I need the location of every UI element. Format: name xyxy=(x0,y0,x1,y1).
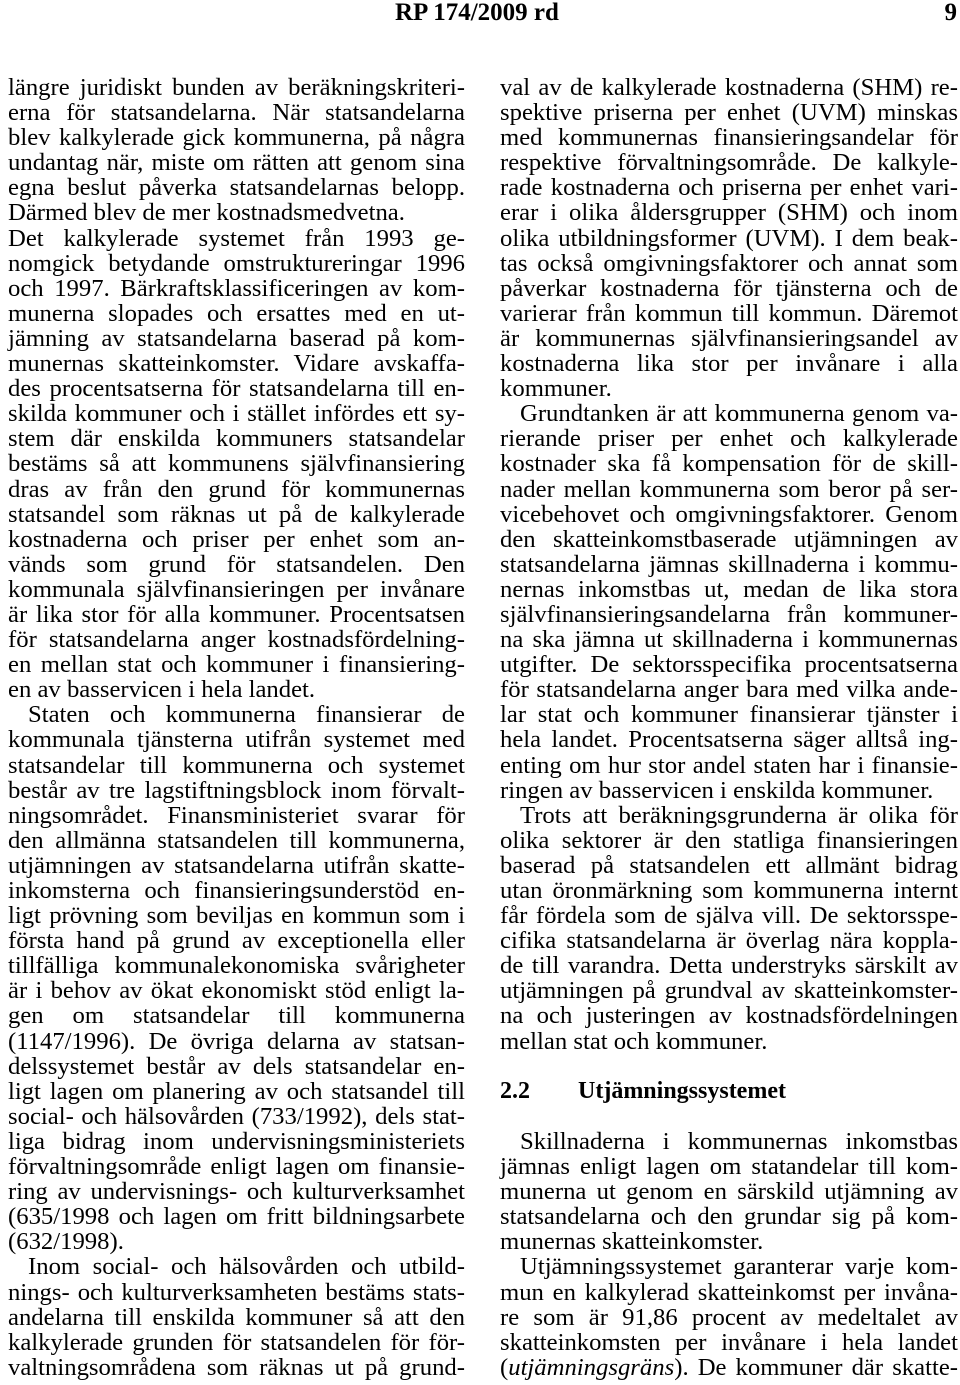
text-line: skilda kommuner och i stället infördes ett sy- xyxy=(8,400,465,428)
text-line: munernas skatteinkomster. Vidare avskaffa- xyxy=(8,350,465,378)
text-line: Skillnaderna i kommunernas inkomstbas xyxy=(520,1127,958,1155)
text-line: kommunala självfinansieringen per invånare xyxy=(8,575,465,603)
text-line: första hand på grund av exceptionella eller xyxy=(8,927,465,955)
text-line: tillfälliga kommunalekonomiska svårigheter xyxy=(8,952,465,980)
left-column xyxy=(8,75,465,1380)
text-line: den allmänna statsandelen till kommunerna, xyxy=(8,826,465,854)
text-line: Staten och kommunerna finansierar de xyxy=(28,701,465,729)
text-line: är lika stor för alla kommuner. Procentsatsen xyxy=(8,600,465,628)
paragraph xyxy=(8,75,465,226)
text-line: rade kostnaderna och priserna per enhet vari- xyxy=(500,174,958,202)
text-line: Inom social- och hälsovården och utbild- xyxy=(28,1253,465,1281)
text-line: olika utbildningsformer (UVM). I dem beak- xyxy=(500,224,958,252)
text-line: ring av undervisnings- och kulturverksamhet xyxy=(8,1178,465,1206)
text-line: egna beslut påverka statsandelarnas belopp. xyxy=(8,174,465,202)
text-line: nomgick betydande omstruktureringar 1996 xyxy=(8,249,465,277)
text-line: statsandelarna jämnas skillnaderna i kommu- xyxy=(500,550,958,578)
text-line: kommuner. xyxy=(500,375,612,403)
text-line: skatteinkomsten per invånare i hela landet xyxy=(500,1328,958,1356)
text-line: är kommunernas självfinansieringsandel av xyxy=(500,324,958,352)
text-line: blev kalkylerade gick kommunerna, på några xyxy=(8,124,465,152)
text-line: olika sektorer är den statliga finansieringen xyxy=(500,826,958,854)
text-line: Därmed blev de mer kostnadsmedvetna. xyxy=(8,199,405,227)
text-line: förvaltningsområde enligt lagen om finansie- xyxy=(8,1153,465,1181)
text-line: och 1997. Bärkraftsklassificeringen av kom- xyxy=(8,274,465,302)
text-line: vicebehovet och omgivningsfaktorer. Genom xyxy=(500,500,958,528)
text-line: utgifter. De sektorsspecifika procentsatserna xyxy=(500,651,958,679)
text-line: erar i olika åldersgrupper (SHM) och inom xyxy=(500,199,958,227)
text-line: lar stat och kommuner finansierar tjänster i xyxy=(500,701,958,729)
text-line: (1147/1996). De övriga delarna av statsan- xyxy=(8,1027,465,1055)
text-line: tas också omgivningsfaktorer och annat som xyxy=(500,249,958,277)
paragraph xyxy=(500,401,958,803)
text-line: Trots att beräkningsgrunderna är olika för xyxy=(520,801,958,829)
text-line: munerna ut genom en särskild utjämning av xyxy=(500,1178,958,1206)
text-line: utan öronmärkning som kommunerna internt xyxy=(500,877,958,904)
text-line: hela landet. Procentsatserna säger alltså ing- xyxy=(500,726,958,754)
text-line: nings- och kulturverksamheten bestäms stats- xyxy=(8,1278,465,1306)
text-line: jämnas enligt lagen om statandelar till kom- xyxy=(500,1153,958,1181)
text-line: ringen av basservicen i enskilda kommuner. xyxy=(500,776,934,804)
text-line: valtningsområdena som räknas ut på grund- xyxy=(8,1353,465,1381)
text-line: liga bidrag inom undervisningsministeriets xyxy=(8,1127,465,1155)
text-line: den skatteinkomstbaserade utjämningen av xyxy=(500,525,958,553)
text-line: kalkylerade grunden för statsandelen för för- xyxy=(8,1328,465,1356)
paragraph xyxy=(8,226,465,703)
text-segment: ( xyxy=(500,1353,509,1381)
text-line: en mellan stat och kommuner i finansiering- xyxy=(8,651,465,679)
text-line: na och justeringen av kostnadsfördelningen xyxy=(500,1002,958,1030)
text-line: mun en kalkylerad skatteinkomst per invåna- xyxy=(500,1278,958,1306)
section-number: 2.2 xyxy=(500,1077,530,1104)
text-line: Utjämningssystemet garanterar varje kom- xyxy=(520,1253,958,1281)
paragraph xyxy=(500,75,958,401)
section-heading xyxy=(500,1079,958,1104)
text-line: ligt prövning som beviljas en kommun som i xyxy=(8,902,465,930)
text-line: statsandelarna och den grundar sig på kom- xyxy=(500,1203,958,1231)
text-line: rierande priser per enhet och kalkylerade xyxy=(500,425,958,453)
text-line: en av basservicen i hela landet. xyxy=(8,676,316,704)
text-line: des procentsatserna för statsandelarna till en- xyxy=(8,375,465,403)
text-line: ningsområdet. Finansministeriet svarar för xyxy=(8,801,465,829)
text-line: munerna slopades och ersattes med en ut- xyxy=(8,299,465,327)
text-line: delssystemet består av dels statsandelar en- xyxy=(8,1052,465,1080)
text-line: na ska jämna ut skillnaderna i kommunernas xyxy=(500,626,958,654)
text-line: består av tre lagstiftningsblock inom förvalt- xyxy=(8,776,465,804)
text-line: jämning av statsandelarna baserad på kom- xyxy=(8,324,465,352)
text-line: utjämningen av statsandelarna utifrån skatte- xyxy=(8,851,465,879)
text-line: statsandelar till kommunerna och systemet xyxy=(8,751,465,779)
text-line: gen om statsandelar till kommunerna xyxy=(8,1002,465,1030)
text-line: självfinansieringsandelarna från kommuner- xyxy=(500,600,958,628)
text-line: dras av från den grund för kommunernas xyxy=(8,475,465,503)
text-line: nernas inkomstbas ut, medan de lika stora xyxy=(500,575,958,603)
text-line: utjämningen på grundval av skatteinkomster- xyxy=(500,977,958,1005)
text-line: respektive förvaltningsområde. De kalkyle- xyxy=(500,149,958,177)
text-line: re som är 91,86 procent av medeltalet av xyxy=(500,1303,958,1331)
text-line: (635/1998 och lagen om fritt bildningsarbete xyxy=(8,1203,465,1231)
paragraph xyxy=(500,1254,958,1379)
text-line: inkomsterna och finansieringsunderstöd en- xyxy=(8,877,465,904)
text-line: med kommunernas finansieringsandelar för xyxy=(500,124,958,152)
text-line: kostnader ska få kompensation för de skill- xyxy=(500,450,958,478)
text-line: spektive priserna per enhet (UVM) minskas xyxy=(500,99,958,127)
text-line: kommunala tjänsterna utifrån systemet med xyxy=(8,726,465,754)
page-number: 9 xyxy=(944,0,957,26)
text-line: de till varandra. Detta understryks särskilt av xyxy=(500,952,958,980)
paragraph xyxy=(500,1129,958,1254)
text-line: enting om hur stor andel staten har i finansie- xyxy=(500,751,958,779)
text-line: statsandel som räknas ut på de kalkylerade xyxy=(8,500,465,528)
text-line: mellan stat och kommuner. xyxy=(500,1027,768,1055)
text-line: Det kalkylerade systemet från 1993 ge- xyxy=(8,224,465,252)
text-line: (632/1998). xyxy=(8,1228,124,1256)
text-line: varierar från kommun till kommun. Däremot xyxy=(500,299,958,327)
text-line: vänds som grund för statsandelen. Den xyxy=(8,550,465,578)
text-line: undantag när, miste om rätten att genom sina xyxy=(8,149,465,177)
text-line: val av de kalkylerade kostnaderna (SHM) re- xyxy=(500,74,958,101)
text-line: cifika statsandelarna är överlag nära koppla- xyxy=(500,927,958,955)
text-line: munernas skatteinkomster. xyxy=(500,1228,764,1256)
text-line: kostnaderna och priser per enhet som an- xyxy=(8,525,465,553)
text-line: Grundtanken är att kommunerna genom va- xyxy=(520,400,958,428)
paragraph xyxy=(8,702,465,1254)
text-line: ligt lagen om planering av och statsandel till xyxy=(8,1077,465,1105)
text-line: bestäms så att kommunens självfinansiering xyxy=(8,450,465,478)
text-line: för statsandelarna anger bara med vilka ande- xyxy=(500,676,958,704)
paragraph xyxy=(8,1254,465,1379)
text-line: påverkar kostnaderna för tjänsterna och de xyxy=(500,274,958,302)
text-line: är i behov av ökat ekonomiskt stöd enligt la- xyxy=(8,977,465,1005)
text-line: andelarna till enskilda kommuner så att den xyxy=(8,1303,465,1331)
text-line: erna för statsandelarna. När statsandelarna xyxy=(8,99,465,127)
text-line: stem där enskilda kommuners statsandelar xyxy=(8,425,465,453)
text-line xyxy=(500,1355,958,1380)
text-segment: ). De kommuner där skatte- xyxy=(674,1353,958,1381)
document-id: RP 174/2009 rd xyxy=(395,0,559,26)
running-header xyxy=(0,0,960,28)
text-line: kostnaderna lika stor per invånare i alla xyxy=(500,350,958,378)
right-column xyxy=(500,75,958,1380)
text-line: för statsandelarna anger kostnadsfördelning- xyxy=(8,626,465,654)
text-line: baserad på statsandelen ett allmänt bidrag xyxy=(500,851,958,879)
text-line: längre juridiskt bunden av beräkningskriteri- xyxy=(8,74,465,101)
section-title: Utjämningssystemet xyxy=(578,1077,786,1104)
emphasized-term: utjämningsgräns xyxy=(508,1353,675,1381)
text-line: får fördela som de själva vill. De sektorsspe- xyxy=(500,902,958,930)
text-line: social- och hälsovården (733/1992), dels stat- xyxy=(8,1102,465,1130)
paragraph xyxy=(500,803,958,1054)
text-line: nader mellan kommunerna som beror på ser- xyxy=(500,475,958,503)
